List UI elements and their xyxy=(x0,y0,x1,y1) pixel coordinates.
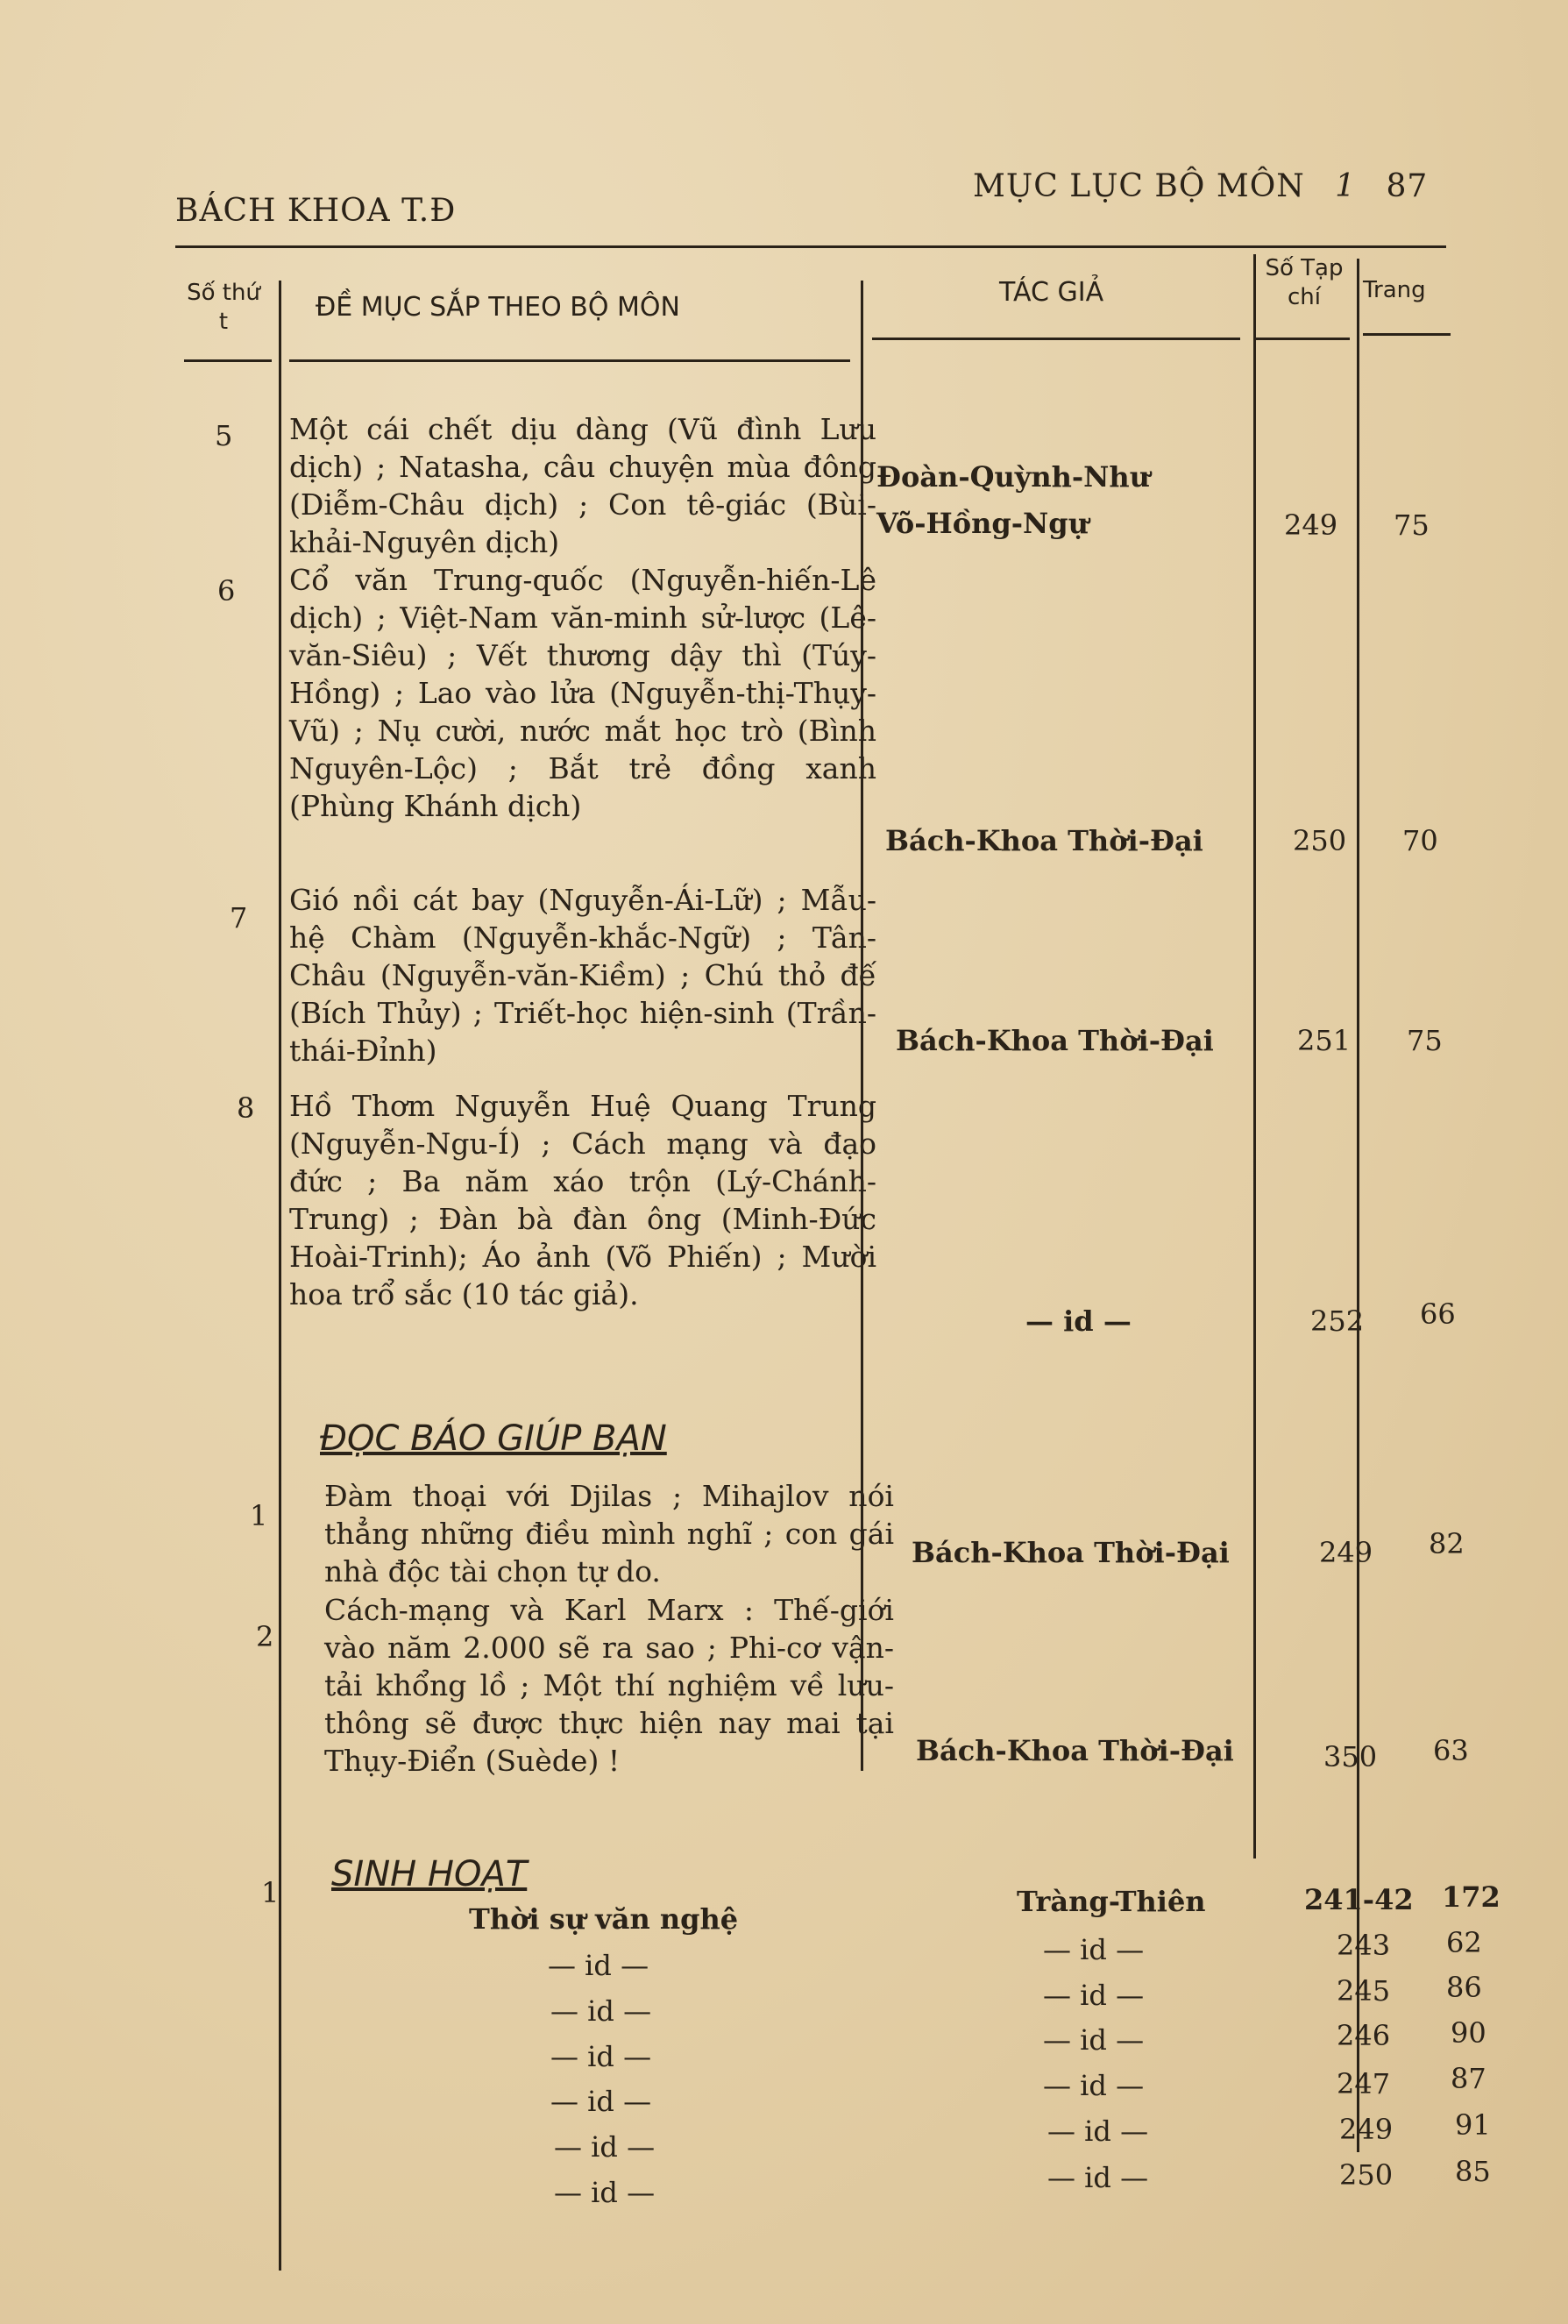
col-header-stt: Số thứ t xyxy=(187,280,260,335)
id-line: — id — xyxy=(550,2040,652,2073)
page-number: 87 xyxy=(1386,168,1429,204)
entry-page: 91 xyxy=(1455,2108,1491,2142)
row-number: 2 xyxy=(256,1620,274,1653)
entry-issue: 249 xyxy=(1284,508,1338,542)
entry-issue: 250 xyxy=(1339,2158,1394,2192)
author-id-line: — id — xyxy=(1047,2161,1149,2194)
id-line: — id — xyxy=(554,2176,656,2209)
row-number: 5 xyxy=(215,419,233,452)
entry-page: 87 xyxy=(1451,2062,1486,2095)
col-rule-title xyxy=(289,359,850,362)
entry-text: Một cái chết dịu dàng (Vũ đình Lưu dịch) ; Natasha, câu chuyện mùa đông (Diễm-Châu dịch) ; Con tê-giác (Bùi-khải-Nguyên dịch) xyxy=(289,412,876,559)
entry-page: 85 xyxy=(1455,2155,1491,2188)
entry-text: Gió nồi cát bay (Nguyễn-Ái-Lữ) ; Mẫu-hệ Chàm (Nguyễn-khắc-Ngữ) ; Tân-Châu (Nguyễn-văn-Kiềm) ; Chú thỏ đế (Bích Thủy) ; Triết-học hiện-sinh (Trần-thái-Đỉnh) xyxy=(289,883,876,1068)
entry-issue: 251 xyxy=(1297,1024,1352,1057)
row-number: 7 xyxy=(230,901,248,935)
page-mark: 1 xyxy=(1335,168,1357,204)
entry-author: Võ-Hồng-Ngự xyxy=(876,507,1089,540)
author-id-line: — id — xyxy=(1043,1933,1145,1966)
id-line: — id — xyxy=(548,1949,649,1982)
author-id-line: — id — xyxy=(1043,2023,1145,2057)
entry-issue: 247 xyxy=(1337,2067,1391,2100)
entry-issue: 252 xyxy=(1310,1304,1365,1338)
section-title: SINH HOẠT xyxy=(331,1854,528,1894)
entry-page: 66 xyxy=(1420,1297,1456,1331)
vrule-4 xyxy=(1357,259,1359,2152)
entry-author: — id — xyxy=(1025,1304,1132,1338)
author-id-line: — id — xyxy=(1043,1979,1145,2012)
entry-text: Hồ Thơm Nguyễn Huệ Quang Trung (Nguyễn-Ngu-Í) ; Cách mạng và đạo đức ; Ba năm xáo trộn (Lý-Chánh-Trung) ; Đàn bà đàn ông (Minh-Đức Hoài-Trinh); Áo ảnh (Võ Phiến) ; Mười hoa trổ sắc (10 tác giả). xyxy=(289,1089,876,1311)
entry-page: 63 xyxy=(1433,1734,1469,1767)
entry-author: Bách-Khoa Thời-Đại xyxy=(885,824,1203,857)
author-id-line: — id — xyxy=(1047,2114,1149,2148)
section-author: Tràng-Thiên xyxy=(1017,1885,1206,1918)
entry-page: 62 xyxy=(1446,1926,1482,1959)
entry-page: 172 xyxy=(1442,1880,1501,1914)
id-line: — id — xyxy=(550,1994,652,2028)
entry-page: 70 xyxy=(1402,824,1438,857)
running-head-right xyxy=(973,168,1428,204)
entry-issue: 249 xyxy=(1319,1536,1373,1569)
col-rule-author xyxy=(872,338,1240,340)
row-number: 1 xyxy=(250,1499,268,1532)
vrule-3 xyxy=(1253,254,1256,1858)
header-rule xyxy=(175,245,1446,248)
row-number: 1 xyxy=(261,1876,280,1909)
entry-issue: 241-42 xyxy=(1304,1883,1414,1916)
entry-page: 86 xyxy=(1446,1971,1482,2004)
entry-author: Bách-Khoa Thời-Đại xyxy=(912,1536,1230,1569)
vrule-1 xyxy=(279,281,281,2271)
entry-page: 82 xyxy=(1429,1527,1465,1560)
entry-author: Bách-Khoa Thời-Đại xyxy=(896,1024,1214,1057)
entry-page: 90 xyxy=(1451,2016,1486,2050)
entry-author: Đoàn-Quỳnh-Như xyxy=(876,460,1150,494)
author-id-line: — id — xyxy=(1043,2069,1145,2102)
col-rule-page xyxy=(1363,333,1451,336)
section-subtitle: Thời sự văn nghệ xyxy=(469,1902,739,1936)
entry-text: Đàm thoại với Djilas ; Mihajlov nói thẳng những điều mình nghĩ ; con gái nhà độc tài chọn tự do. xyxy=(324,1479,894,1588)
entry-issue: 250 xyxy=(1293,824,1347,857)
section-title: ĐỌC BÁO GIÚP BẠN xyxy=(320,1418,667,1459)
running-head-title: MỤC LỤC BỘ MÔN xyxy=(973,168,1305,204)
row-number: 8 xyxy=(237,1091,255,1125)
col-header-author: TÁC GIẢ xyxy=(999,277,1104,308)
entry-issue: 245 xyxy=(1337,1974,1391,2008)
entry-page: 75 xyxy=(1394,508,1430,542)
id-line: — id — xyxy=(550,2085,652,2118)
entry-text: Cổ văn Trung-quốc (Nguyễn-hiến-Lê dịch) ; Việt-Nam văn-minh sử-lược (Lê-văn-Siêu) ; Vết thương dậy thì (Túy-Hồng) ; Lao vào lửa (Nguyễn-thị-Thụy-Vũ) ; Nụ cười, nước mắt học trò (Bình Nguyên-Lộc) ; Bắt trẻ đồng xanh (Phùng Khánh dịch) xyxy=(289,563,876,823)
id-line: — id — xyxy=(554,2130,656,2164)
col-header-page: Trang xyxy=(1363,277,1426,303)
running-head-left: BÁCH KHOA T.Đ xyxy=(175,193,457,229)
row-number: 6 xyxy=(217,574,236,608)
entry-author: Bách-Khoa Thời-Đại xyxy=(916,1734,1234,1767)
col-header-title: ĐỀ MỤC SẮP THEO BỘ MÔN xyxy=(316,292,680,323)
entry-issue: 249 xyxy=(1339,2113,1394,2146)
col-rule-stt xyxy=(184,359,272,362)
entry-page: 75 xyxy=(1407,1024,1443,1057)
col-rule-issue xyxy=(1253,338,1350,340)
entry-issue: 243 xyxy=(1337,1929,1391,1962)
col-header-issue: Số Tạp chí xyxy=(1265,255,1344,310)
entry-text: Cách-mạng và Karl Marx : Thế-giới vào năm 2.000 sẽ ra sao ; Phi-cơ vận-tải khổng lồ ; Một thí nghiệm về lưu-thông sẽ được thực hiện nay mai tại Thụy-Điển (Suède) ! xyxy=(324,1593,894,1778)
entry-issue: 350 xyxy=(1323,1740,1378,1773)
entry-issue: 246 xyxy=(1337,2019,1391,2052)
